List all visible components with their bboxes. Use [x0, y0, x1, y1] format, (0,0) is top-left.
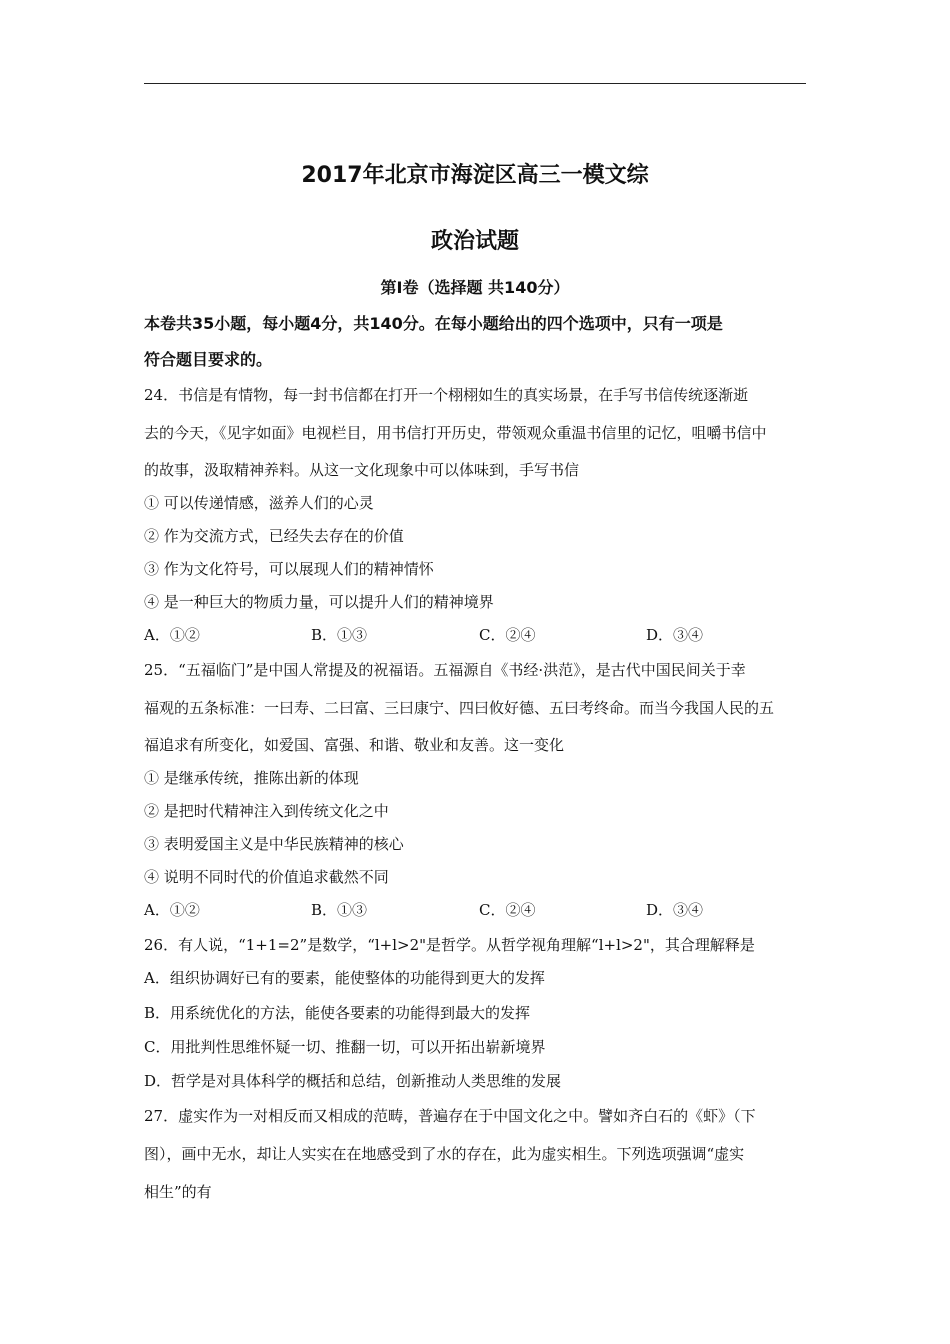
q24-item: ④ 是一种巨大的物质力量，可以提升人们的精神境界	[144, 593, 494, 611]
q25-item: ③ 表明爱国主义是中华民族精神的核心	[144, 835, 404, 853]
q25-choice-b[interactable]: B．①③	[311, 901, 368, 919]
q25-stem-line: 福观的五条标准：一曰寿、二曰富、三曰康宁、四曰攸好德、五曰考终命。而当今我国人民的五	[144, 699, 775, 717]
q25-choice-a[interactable]: A．①②	[144, 901, 200, 919]
q24-choices	[144, 625, 806, 645]
q25-item: ① 是继承传统，推陈出新的体现	[144, 769, 359, 787]
q24-stem-line: 去的今天，《见字如面》电视栏目，用书信打开历史，带领观众重温书信里的记忆，咀嚼书信中	[144, 424, 767, 442]
section-heading: 第Ⅰ卷（选择题 共140分）	[380, 278, 570, 297]
q24-item: ② 作为交流方式，已经失去存在的价值	[144, 527, 404, 545]
q25-stem-line: 25．“五福临门”是中国人常提及的祝福语。五福源自《书经·洪范》，是古代中国民间关于幸	[144, 661, 746, 679]
exam-subtitle: 政治试题	[430, 229, 519, 254]
q26-option-a[interactable]: A．组织协调好已有的要素，能使整体的功能得到更大的发挥	[144, 969, 545, 987]
instructions-line: 本卷共35小题，每小题4分，共140分。在每小题给出的四个选项中，只有一项是	[144, 314, 723, 333]
q26-option-b[interactable]: B．用系统优化的方法，能使各要素的功能得到最大的发挥	[144, 1004, 531, 1022]
q27-stem-line: 相生”的有	[144, 1183, 212, 1201]
q24-choice-a[interactable]: A．①②	[144, 626, 200, 644]
q24-stem-line: 的故事，汲取精神养料。从这一文化现象中可以体味到，手写书信	[144, 461, 580, 479]
q24-choice-d[interactable]: D．③④	[646, 626, 704, 644]
q25-choice-c[interactable]: C．②④	[479, 901, 536, 919]
q24-item: ③ 作为文化符号，可以展现人们的精神情怀	[144, 560, 434, 578]
q27-stem-line: 27．虚实作为一对相反而又相成的范畴，普遍存在于中国文化之中。譬如齐白石的《虾》（下	[144, 1107, 756, 1125]
q27-stem-line: 图），画中无水，却让人实实在在地感受到了水的存在，此为虚实相生。下列选项强调“虚实	[144, 1145, 745, 1163]
q24-choice-b[interactable]: B．①③	[311, 626, 368, 644]
q26-stem-line: 26．有人说，“1+1=2”是数学，“l+l>2"是哲学。从哲学视角理解“l+l>2"，其合理解释是	[144, 936, 755, 954]
q24-item: ① 可以传递情感，滋养人们的心灵	[144, 494, 374, 512]
q25-choices	[144, 900, 806, 920]
q25-item: ② 是把时代精神注入到传统文化之中	[144, 802, 389, 820]
q26-option-d[interactable]: D．哲学是对具体科学的概括和总结，创新推动人类思维的发展	[144, 1072, 562, 1090]
q25-choice-d[interactable]: D．③④	[646, 901, 704, 919]
instructions-line: 符合题目要求的。	[144, 350, 273, 369]
q25-stem-line: 福追求有所变化，如爱国、富强、和谐、敬业和友善。这一变化	[144, 736, 565, 754]
q25-item: ④ 说明不同时代的价值追求截然不同	[144, 868, 389, 886]
q26-option-c[interactable]: C．用批判性思维怀疑一切、推翻一切，可以开拓出崭新境界	[144, 1038, 546, 1056]
header-rule	[144, 83, 806, 84]
q24-stem-line: 24．书信是有情物，每一封书信都在打开一个栩栩如生的真实场景，在手写书信传统逐渐逝	[144, 386, 749, 404]
q24-choice-c[interactable]: C．②④	[479, 626, 536, 644]
exam-title: 2017年北京市海淀区高三一模文综	[301, 163, 649, 188]
